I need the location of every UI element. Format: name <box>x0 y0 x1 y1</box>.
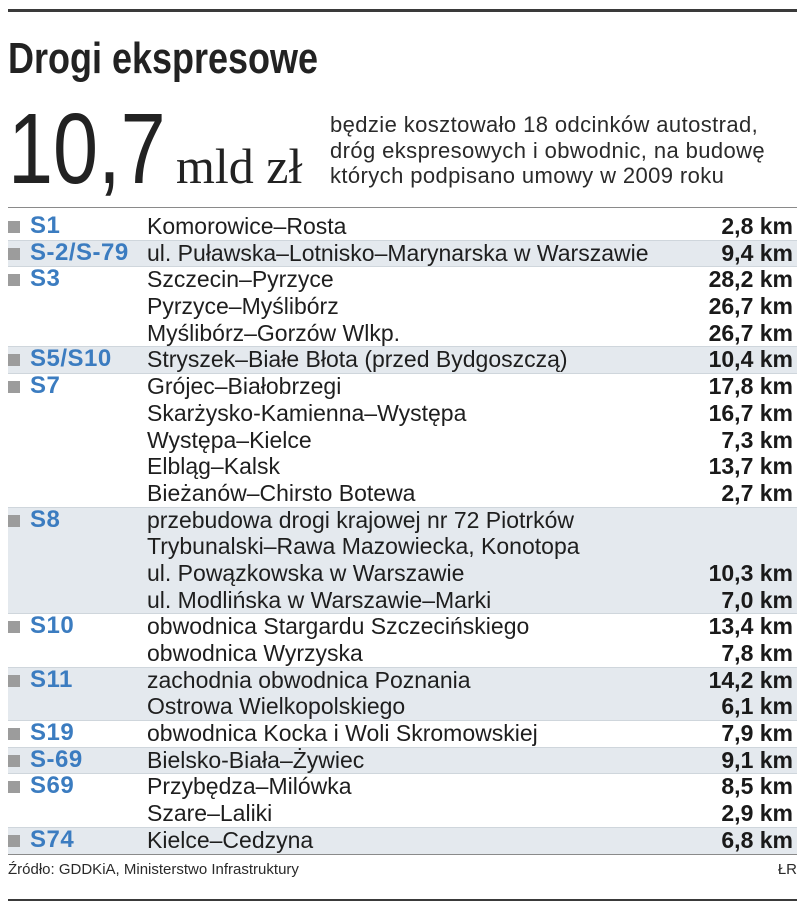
table-row <box>8 560 797 587</box>
section-length: 2,8 km <box>721 213 793 239</box>
section-length: 7,8 km <box>721 640 793 666</box>
section-length: 26,7 km <box>708 319 793 346</box>
bullet-square <box>8 755 20 767</box>
bullet-square <box>8 221 20 233</box>
headline-description <box>330 112 765 189</box>
table-row <box>8 293 797 320</box>
section-length: 9,1 km <box>721 746 793 773</box>
section-name: Szare–Laliki <box>147 800 273 827</box>
bottom-rule <box>8 899 797 901</box>
table-row <box>8 773 797 800</box>
section-name: obwodnica Stargardu Szczecińskiego <box>147 613 530 640</box>
road-group <box>8 373 797 506</box>
table-row <box>8 400 797 427</box>
table-row <box>8 480 797 507</box>
road-group <box>8 613 797 666</box>
table-row <box>8 427 797 454</box>
section-length: 10,3 km <box>708 559 793 586</box>
page-title: Drogi ekspresowe <box>8 34 319 83</box>
source-note: Źródło: GDDKiA, Ministerstwo Infrastruktury <box>8 861 299 878</box>
road-code: S3 <box>30 265 61 293</box>
road-code: S5/S10 <box>30 345 112 373</box>
description-line: będzie kosztowało 18 odcinków autostrad, <box>330 112 759 137</box>
section-name: ul. Puławska–Lotnisko–Marynarska w Warszawie <box>147 239 649 266</box>
author-credit: ŁR <box>777 861 797 878</box>
section-length: 7,3 km <box>721 426 793 453</box>
road-code: S7 <box>30 372 61 400</box>
road-code: S10 <box>30 612 75 640</box>
road-code: S11 <box>30 665 73 693</box>
road-code: S19 <box>30 719 75 747</box>
road-code: S-69 <box>30 745 83 773</box>
table-row <box>8 720 797 747</box>
table-row <box>8 453 797 480</box>
road-group <box>8 346 797 373</box>
section-length: 6,8 km <box>721 826 793 853</box>
top-rule <box>8 9 797 12</box>
road-group <box>8 240 797 267</box>
section-name: Elbląg–Kalsk <box>147 453 280 480</box>
section-length: 17,8 km <box>708 373 793 400</box>
section-name: Grójec–Białobrzegi <box>147 373 342 400</box>
bullet-square <box>8 675 20 687</box>
bullet-square <box>8 248 20 260</box>
section-length: 7,0 km <box>721 586 793 613</box>
section-length: 2,9 km <box>721 800 793 827</box>
section-name: Występa–Kielce <box>147 426 312 453</box>
table-row <box>8 240 797 267</box>
section-name: obwodnica Kocka i Woli Skromowskiej <box>147 720 538 747</box>
section-name: przebudowa drogi krajowej nr 72 Piotrków <box>147 506 574 533</box>
headline-value: 10,7 <box>8 93 166 205</box>
section-length: 10,4 km <box>708 346 793 373</box>
section-name: Bielsko-Biała–Żywiec <box>147 746 365 773</box>
bullet-square <box>8 781 20 793</box>
table-row <box>8 747 797 774</box>
section-name: obwodnica Wyrzyska <box>147 640 363 666</box>
section-name: Ostrowa Wielkopolskiego <box>147 693 406 720</box>
section-length: 13,7 km <box>708 453 793 480</box>
table-row <box>8 640 797 667</box>
header-divider <box>8 207 797 208</box>
road-group <box>8 213 797 240</box>
section-name: Trybunalski–Rawa Mazowiecka, Konotopa <box>147 533 580 560</box>
road-code: S-2/S-79 <box>30 238 129 266</box>
bullet-square <box>8 515 20 527</box>
bullet-square <box>8 381 20 393</box>
table-row <box>8 213 797 240</box>
road-code: S74 <box>30 825 75 853</box>
section-length: 13,4 km <box>708 613 793 640</box>
bullet-square <box>8 274 20 286</box>
section-length: 28,2 km <box>708 266 793 293</box>
section-name: Pyrzyce–Myślibórz <box>147 293 339 320</box>
table-bottom-rule <box>8 854 797 855</box>
section-length: 16,7 km <box>708 399 793 426</box>
section-name: Stryszek–Białe Błota (przed Bydgoszczą) <box>147 346 568 373</box>
headline-unit: mld zł <box>176 138 303 194</box>
table-row <box>8 373 797 400</box>
description-line: dróg ekspresowych i obwodnic, na budowę <box>330 137 766 163</box>
bullet-square <box>8 354 20 366</box>
section-name: Szczecin–Pyrzyce <box>147 266 334 293</box>
table-row <box>8 587 797 614</box>
section-name: ul. Modlińska w Warszawie–Marki <box>147 586 492 613</box>
section-length: 7,9 km <box>721 720 793 747</box>
road-group <box>8 720 797 747</box>
table-row <box>8 827 797 854</box>
road-group <box>8 827 797 854</box>
road-code: S1 <box>30 212 61 239</box>
road-group <box>8 667 797 720</box>
section-name: Komorowice–Rosta <box>147 213 347 239</box>
section-length: 9,4 km <box>721 239 793 266</box>
table-row <box>8 533 797 560</box>
section-length: 2,7 km <box>721 479 793 506</box>
section-length: 26,7 km <box>708 293 793 320</box>
section-name: Przybędza–Milówka <box>147 773 352 800</box>
section-name: Kielce–Cedzyna <box>147 826 314 853</box>
table-row <box>8 693 797 720</box>
section-length: 8,5 km <box>721 773 793 800</box>
section-name: Myślibórz–Gorzów Wlkp. <box>147 319 401 346</box>
section-name: Bieżanów–Chirsto Botewa <box>147 479 416 506</box>
bullet-square <box>8 621 20 633</box>
road-group <box>8 507 797 614</box>
roads-table <box>8 213 797 854</box>
road-group <box>8 747 797 774</box>
table-row <box>8 266 797 293</box>
road-code: S8 <box>30 505 61 533</box>
table-row <box>8 800 797 827</box>
section-name: ul. Powązkowska w Warszawie <box>147 559 465 586</box>
section-length: 6,1 km <box>721 693 793 720</box>
table-row <box>8 320 797 347</box>
table-row <box>8 507 797 534</box>
bullet-square <box>8 835 20 847</box>
section-name: zachodnia obwodnica Poznania <box>147 666 471 693</box>
road-code: S69 <box>30 772 75 800</box>
road-group <box>8 773 797 826</box>
table-row <box>8 667 797 694</box>
table-row <box>8 346 797 373</box>
section-name: Skarżysko-Kamienna–Występa <box>147 399 467 426</box>
table-row <box>8 613 797 640</box>
road-group <box>8 266 797 346</box>
section-length: 14,2 km <box>708 666 793 693</box>
bullet-square <box>8 728 20 740</box>
description-line: których podpisano umowy w 2009 roku <box>330 163 725 188</box>
